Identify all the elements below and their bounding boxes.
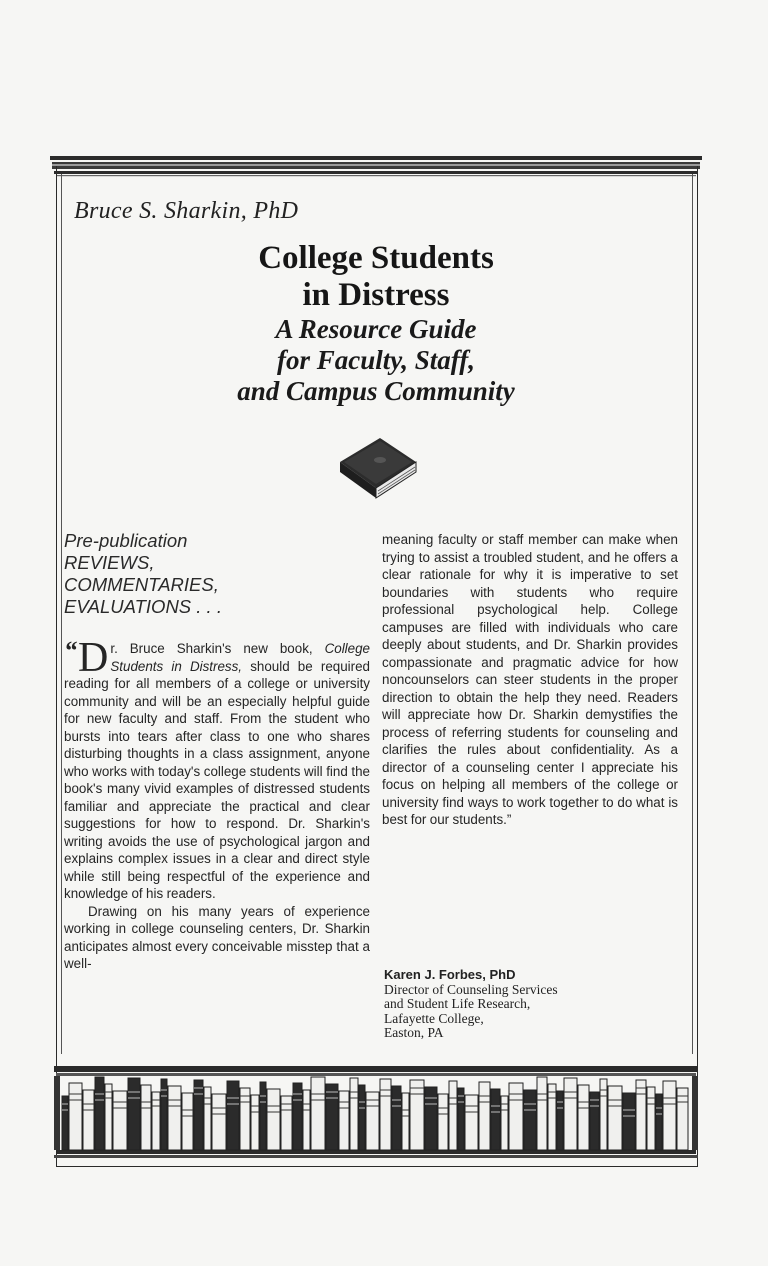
book-spine <box>636 1080 646 1150</box>
reviewer-signature <box>384 968 684 1041</box>
book-spine <box>392 1086 401 1150</box>
drop-cap: D <box>78 640 109 681</box>
book-title <box>64 240 688 314</box>
book-subtitle <box>64 314 688 407</box>
reviewer-line: Director of Counseling Services <box>384 981 558 997</box>
book-title-line: College Students <box>258 240 494 276</box>
review-text: should be required reading for all members of a college or university community and will be an especially helpful guide for new faculty and staff. From the student who bursts into tears after class to one who shares disturbing thoughts in a class assignment, anyone who works with today's college students will find the book's many vivid examples of distressed students familiar and appreciate the practical and clear suggestions for how to respond. Dr. Sharkin's writing avoids the use of psychological jargon and explains complex issues in a clear and direct style while still being respectful of the experience and knowledge of his readers. <box>64 658 370 901</box>
book-spine <box>152 1092 160 1150</box>
book-spine <box>564 1078 577 1150</box>
book-spine <box>350 1078 358 1150</box>
book-spine <box>83 1090 94 1150</box>
book-spine <box>656 1094 662 1150</box>
review-column-left <box>64 640 370 1044</box>
book-spine <box>663 1081 676 1150</box>
book-spine <box>647 1087 655 1150</box>
book-spine <box>128 1078 140 1150</box>
reviewer-name: Karen J. Forbes, PhD <box>384 967 516 982</box>
book-spine <box>311 1077 325 1150</box>
reviewer-line: and Student Life Research, <box>384 996 531 1011</box>
review-paragraph: Drawing on his many years of experience working in college counseling centers, Dr. Sharkin anticipates almost every conceivable misstep that a well- <box>64 903 370 971</box>
book-spine <box>359 1085 365 1150</box>
book-spine <box>141 1085 151 1150</box>
review-column-right <box>382 531 678 829</box>
book-spine <box>95 1077 104 1150</box>
reviews-heading-line: EVALUATIONS . . . <box>64 596 222 617</box>
book-spine <box>204 1087 211 1150</box>
book-spine <box>227 1081 239 1150</box>
book-spine <box>438 1094 448 1150</box>
bookshelf-decoration <box>54 1062 698 1162</box>
book-spine <box>113 1091 127 1150</box>
book-spine <box>458 1088 464 1150</box>
book-spine <box>491 1089 500 1150</box>
book-spine <box>267 1089 280 1150</box>
reviews-heading-line: REVIEWS, <box>64 552 155 573</box>
book-spine <box>425 1087 437 1150</box>
book-spine <box>578 1085 589 1150</box>
book-spine <box>402 1093 409 1150</box>
book-spine <box>509 1083 523 1150</box>
book-subtitle-line: for Faculty, Staff, <box>276 345 475 375</box>
book-spine <box>303 1090 310 1150</box>
book-spine <box>537 1077 547 1150</box>
book-spine <box>465 1095 478 1150</box>
book-spine <box>339 1091 349 1150</box>
reviews-heading-line: COMMENTARIES, <box>64 574 219 595</box>
book-spine <box>449 1081 457 1150</box>
book-spine <box>677 1088 688 1150</box>
reviewer-line: Lafayette College, <box>384 1010 484 1026</box>
book-spine <box>524 1090 536 1150</box>
book-spine <box>548 1084 556 1150</box>
book-spine <box>623 1093 635 1150</box>
open-quote: “ <box>64 640 77 665</box>
reviews-heading-line: Pre-publication <box>64 530 188 551</box>
book-spine <box>557 1091 563 1150</box>
reviews-heading <box>64 530 364 618</box>
book-spine <box>182 1093 193 1150</box>
review-text: r. Bruce Sharkin's new book, <box>110 641 325 656</box>
review-paragraph <box>64 640 370 903</box>
review-paragraph: meaning faculty or staff member can make when trying to assist a troubled student, and he offers a clear rationale for why it is imperative to set boundaries with students who require professional psychological help. College campuses are filled with individuals who care deeply about students, and Dr. Sharkin provides compassionate and pragmatic advice for how noncounselors can steer students in the proper direction to obtain the help they need. Readers will appreciate how Dr. Sharkin demystifies the process of referring students for counseling and clarifies the rules about confidentiality. As a director of a counseling center I appreciate his focus on helping all members of the college or university find ways to work together to do what is best for our students.” <box>382 532 678 827</box>
book-spine <box>69 1083 82 1150</box>
book-spine <box>168 1086 181 1150</box>
book-title-line: in Distress <box>302 277 450 313</box>
book-spine <box>366 1092 379 1150</box>
author-name: Bruce S. Sharkin, PhD <box>74 198 299 224</box>
reviewer-line: Easton, PA <box>384 1025 444 1040</box>
book-spine <box>212 1094 226 1150</box>
book-spine <box>293 1083 302 1150</box>
book-spine <box>590 1092 599 1150</box>
book-spine <box>410 1080 424 1150</box>
book-spine <box>260 1082 266 1150</box>
book-spine <box>194 1080 203 1150</box>
review-book-title: College Students in Distress, <box>110 641 370 674</box>
book-spine <box>251 1095 259 1150</box>
book-spine <box>608 1086 622 1150</box>
book-subtitle-line: and Campus Community <box>237 376 515 406</box>
book-spine <box>240 1088 250 1150</box>
book-spine <box>326 1084 338 1150</box>
book-subtitle-line: A Resource Guide <box>275 314 477 344</box>
book-spine <box>105 1084 112 1150</box>
book-spine <box>479 1082 490 1150</box>
book-icon <box>336 432 418 500</box>
